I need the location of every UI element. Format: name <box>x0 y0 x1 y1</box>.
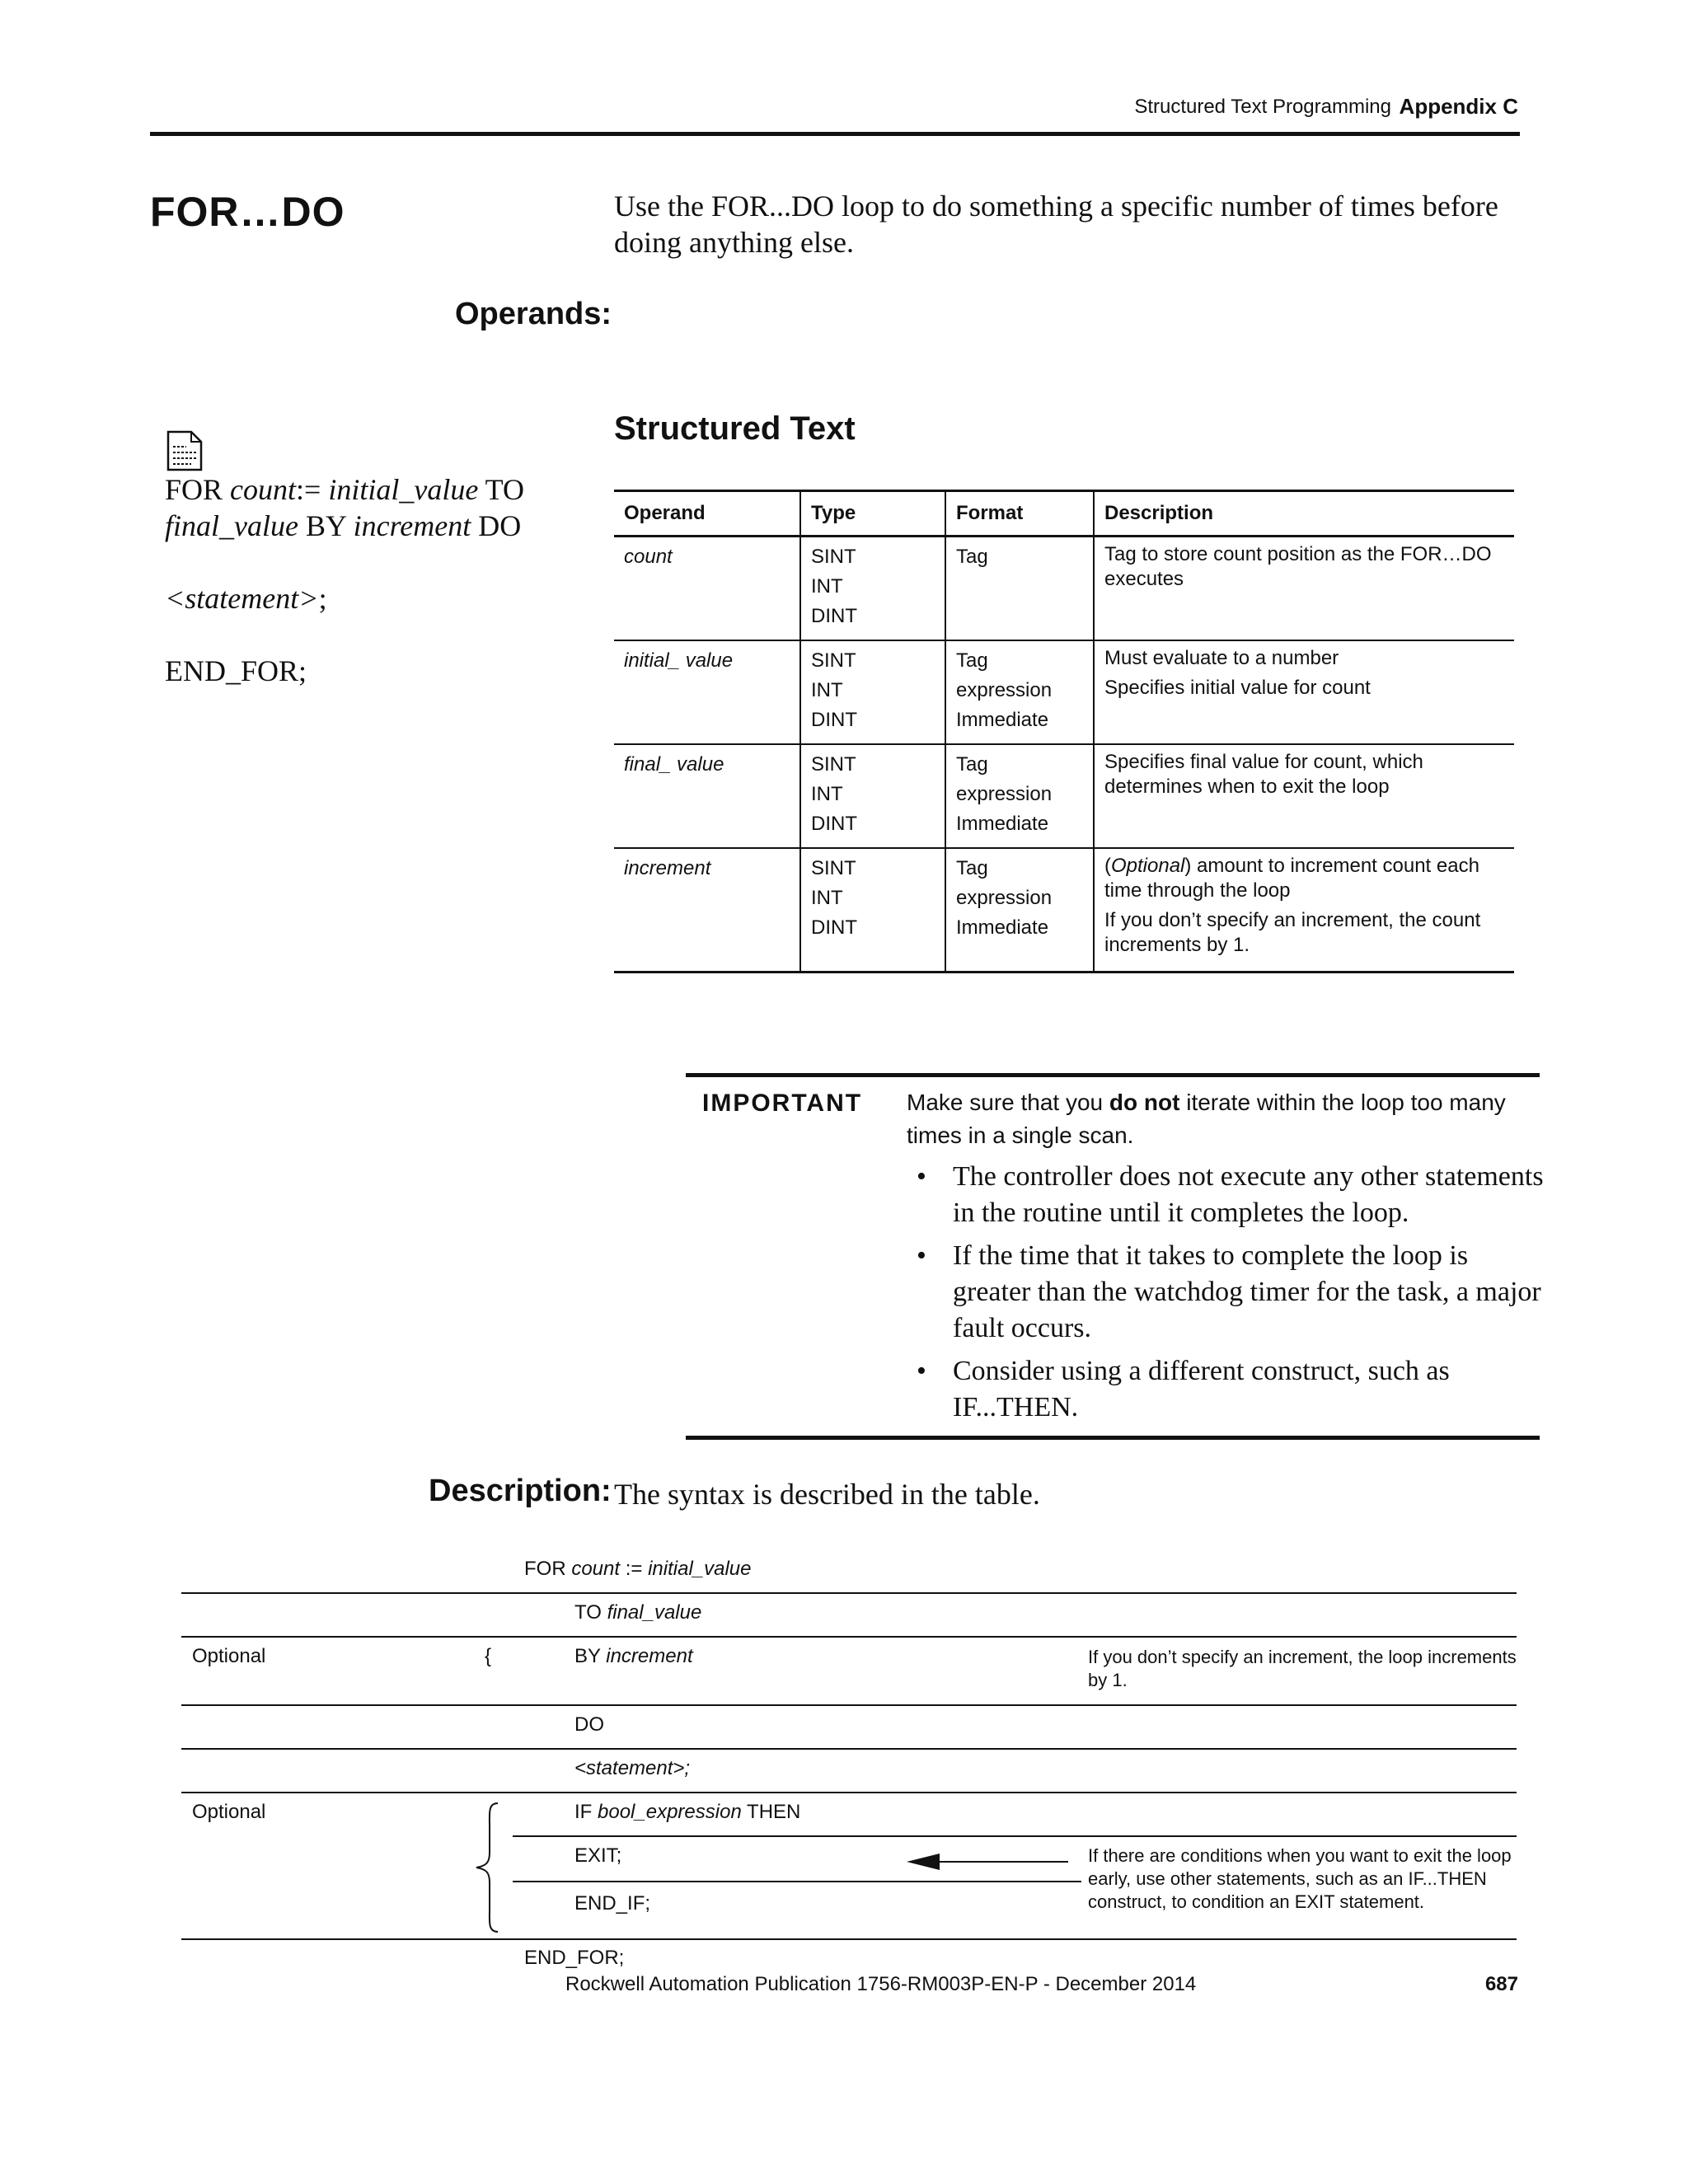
running-header-appendix: Appendix C <box>1399 94 1518 119</box>
format-cell: Tag <box>945 537 1094 641</box>
description-text: The syntax is described in the table. <box>614 1478 1040 1511</box>
arrow-left-icon <box>907 1851 1071 1872</box>
footer-publication: Rockwell Automation Publication 1756-RM003P-EN-P - December 2014 <box>565 1973 1197 1995</box>
syntax-table-rule <box>513 1835 1517 1837</box>
page-title: FOR…DO <box>150 189 345 235</box>
bullet-icon: • <box>917 1240 926 1271</box>
operand-cell: initial_ value <box>614 640 800 744</box>
syntax-line-1: FOR count:= initial_value TO <box>165 473 524 506</box>
syntax-table-rule <box>181 1792 1517 1793</box>
operand-cell: increment <box>614 848 800 972</box>
column-header: Format <box>945 491 1094 537</box>
intro-paragraph: Use the FOR...DO loop to do something a specific number of times before doing anything else. <box>614 190 1498 259</box>
list-item: • The controller does not execute any other statements in the routine until it completes the loop. <box>913 1159 1548 1231</box>
column-header: Type <box>800 491 945 537</box>
running-header-section: Structured Text Programming <box>1134 96 1391 118</box>
syntax-table-rule <box>181 1938 1517 1940</box>
operand-cell: final_ value <box>614 744 800 848</box>
list-item: • Consider using a different construct, such as IF...THEN. <box>913 1353 1548 1426</box>
syntax-do-line: DO <box>574 1713 604 1736</box>
table-row <box>614 744 1514 848</box>
optional-label: Optional <box>192 1645 266 1667</box>
operands-label: Operands: <box>455 297 612 331</box>
syntax-table-rule <box>181 1636 1517 1638</box>
syntax-endif-line: END_IF; <box>574 1892 651 1915</box>
syntax-by-line: BY increment <box>574 1645 693 1667</box>
syntax-table-rule <box>181 1704 1517 1706</box>
syntax-for-line: FOR count := initial_value <box>524 1558 752 1580</box>
by-note: If you don’t specify an increment, the loop increments by 1. <box>1088 1647 1517 1690</box>
syntax-endfor-line: END_FOR; <box>524 1947 625 1969</box>
important-lead: Make sure that you do not iterate within the loop too many times in a single scan. <box>907 1090 1506 1148</box>
description-cell: Specifies final value for count, which determines when to exit the loop <box>1094 744 1514 848</box>
table-row <box>614 640 1514 744</box>
important-top-rule <box>686 1073 1540 1077</box>
document-icon <box>166 430 203 471</box>
exit-note: If there are conditions when you want to exit the loop early, use other statements, such as an IF...THEN construct, to condition an EXIT statement. <box>1088 1845 1512 1912</box>
type-cell: SINT INT DINT <box>800 744 945 848</box>
operand-table <box>614 490 1514 973</box>
syntax-line-4: END_FOR; <box>165 654 307 687</box>
syntax-table-rule <box>513 1881 1081 1882</box>
syntax-exit-line: EXIT; <box>574 1844 622 1867</box>
brace-glyph: { <box>485 1645 492 1667</box>
description-label: Description: <box>429 1474 612 1508</box>
structured-text-heading: Structured Text <box>614 410 856 447</box>
column-header: Operand <box>614 491 800 537</box>
table-row <box>614 537 1514 641</box>
type-cell: SINT INT DINT <box>800 848 945 972</box>
bullet-icon: • <box>917 1161 926 1192</box>
optional-label: Optional <box>192 1801 266 1823</box>
important-bullet-list <box>913 1159 1548 1432</box>
syntax-line-2: final_value BY increment DO <box>165 509 522 542</box>
description-cell: (Optional) amount to increment count each time through the loop If you don’t specify an increment, the count increments by 1. <box>1094 848 1514 972</box>
bullet-icon: • <box>917 1356 926 1386</box>
operand-cell: count <box>614 537 800 641</box>
format-cell: Tag expression Immediate <box>945 640 1094 744</box>
syntax-table-rule <box>181 1592 1517 1594</box>
description-cell: Must evaluate to a number Specifies initial value for count <box>1094 640 1514 744</box>
syntax-to-line: TO final_value <box>574 1601 702 1624</box>
header-rule <box>150 132 1520 136</box>
type-cell: SINT INT DINT <box>800 640 945 744</box>
description-cell: Tag to store count position as the FOR…DO executes <box>1094 537 1514 641</box>
syntax-table-rule <box>181 1748 1517 1750</box>
list-item: • If the time that it takes to complete the loop is greater than the watchdog timer for the task, a major fault occurs. <box>913 1238 1548 1347</box>
column-header: Description <box>1094 491 1514 537</box>
important-label: IMPORTANT <box>702 1090 863 1117</box>
syntax-if-line: IF bool_expression THEN <box>574 1801 801 1823</box>
syntax-block <box>165 471 524 689</box>
page-number: 687 <box>1484 1973 1518 1995</box>
table-row <box>614 848 1514 972</box>
curly-brace-icon <box>471 1802 504 1933</box>
table-header-row <box>614 491 1514 537</box>
format-cell: Tag expression Immediate <box>945 744 1094 848</box>
syntax-statement-line: <statement>; <box>574 1757 691 1779</box>
format-cell: Tag expression Immediate <box>945 848 1094 972</box>
syntax-line-3: <statement>; <box>165 582 327 615</box>
type-cell: SINT INT DINT <box>800 537 945 641</box>
important-bottom-rule <box>686 1436 1540 1440</box>
